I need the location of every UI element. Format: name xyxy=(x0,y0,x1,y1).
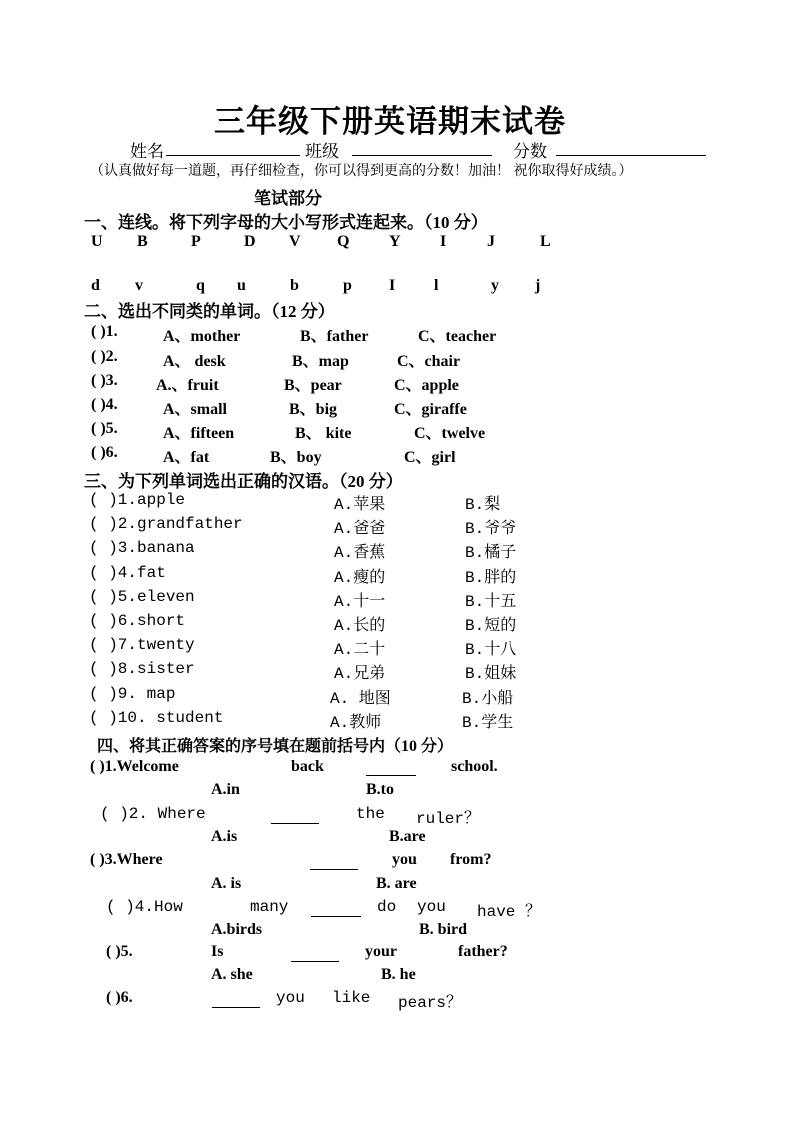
option-a: A.in xyxy=(211,781,240,798)
letter: B xyxy=(137,233,148,250)
instruction-note: （认真做好每一道题，再仔细检查，你可以得到更高的分数！加油！ 祝你取得好成绩。） xyxy=(90,164,633,179)
letter: L xyxy=(540,233,551,250)
option-a: A.兄弟 xyxy=(334,665,386,683)
option-b: B.十八 xyxy=(465,641,517,659)
question-number[interactable]: ( )4.How xyxy=(106,898,183,916)
option-b: B. bird xyxy=(419,921,468,938)
option-b: B. are xyxy=(376,875,417,892)
question-word[interactable]: ( )7.twenty xyxy=(89,636,195,654)
letter: d xyxy=(91,277,100,294)
option-b: B、boy xyxy=(270,449,322,466)
sentence-word: ruler？ xyxy=(416,810,481,828)
letter: Q xyxy=(337,233,350,250)
option-a: A.爸爸 xyxy=(334,520,386,538)
sentence-word: father? xyxy=(458,943,508,960)
question-word[interactable]: ( )3.banana xyxy=(89,539,195,557)
letter: b xyxy=(290,277,299,294)
option-b: B、map xyxy=(292,353,349,370)
section-3-heading: 三、为下列单词选出正确的汉语。（20 分） xyxy=(84,472,403,491)
option-c: C、twelve xyxy=(414,425,486,442)
option-b: B.小船 xyxy=(462,690,514,708)
class-blank[interactable] xyxy=(352,155,492,156)
option-a: A.二十 xyxy=(334,641,386,659)
class-label: 班级 xyxy=(305,142,339,161)
letter: q xyxy=(196,277,205,294)
answer-blank[interactable] xyxy=(311,916,361,917)
part-title: 笔试部分 xyxy=(254,189,322,208)
option-b: B.橘子 xyxy=(465,544,517,562)
question-number[interactable]: ( )6. xyxy=(106,989,133,1006)
question-number[interactable]: ( )1. xyxy=(91,323,118,340)
question-word[interactable]: ( )5.eleven xyxy=(89,588,195,606)
sentence-word: school. xyxy=(451,758,498,775)
option-a: A.苹果 xyxy=(334,496,386,514)
letter: I xyxy=(440,233,447,250)
letter: Y xyxy=(389,233,401,250)
option-a: A.、fruit xyxy=(156,377,219,394)
section-2-heading: 二、选出不同类的单词。（12 分） xyxy=(84,302,335,321)
option-c: C、girl xyxy=(404,449,456,466)
section-4-heading: 四、将其正确答案的序号填在题前括号内（10 分） xyxy=(97,738,454,755)
answer-blank[interactable] xyxy=(212,1007,260,1008)
sentence-word: Is xyxy=(211,943,224,960)
option-a: A.十一 xyxy=(334,593,386,611)
option-b: B.are xyxy=(389,828,426,845)
section-1-heading: 一、连线。将下列字母的大小写形式连起来。（10 分） xyxy=(84,213,488,232)
option-b: B.梨 xyxy=(465,496,501,514)
letter: V xyxy=(289,233,301,250)
sentence-word: you xyxy=(276,989,305,1007)
option-b: B.to xyxy=(366,781,394,798)
letter: y xyxy=(491,277,499,294)
sentence-word: you xyxy=(417,898,446,916)
question-number[interactable]: ( )2. xyxy=(91,348,118,365)
option-a: A.长的 xyxy=(334,617,386,635)
option-a: A. 地图 xyxy=(330,690,391,708)
sentence-word: do xyxy=(377,898,397,916)
letter: D xyxy=(244,233,256,250)
option-a: A.is xyxy=(211,828,238,845)
question-number[interactable]: ( )2. Where xyxy=(100,805,206,823)
option-c: C、teacher xyxy=(418,328,497,345)
option-a: A.教师 xyxy=(330,714,382,732)
sentence-word: you xyxy=(392,851,417,868)
option-b: B.爷爷 xyxy=(465,520,517,538)
option-a: A. is xyxy=(211,875,242,892)
option-b: B、father xyxy=(300,328,369,345)
answer-blank[interactable] xyxy=(366,775,416,776)
answer-blank[interactable] xyxy=(291,961,339,962)
sentence-word: have ？ xyxy=(477,903,542,921)
option-a: A、fifteen xyxy=(163,425,235,442)
letter: p xyxy=(343,277,352,294)
question-word[interactable]: ( )2.grandfather xyxy=(89,515,243,533)
option-b: B.胖的 xyxy=(465,569,517,587)
option-c: C、chair xyxy=(397,353,461,370)
letter: P xyxy=(191,233,201,250)
question-number[interactable]: ( )4. xyxy=(91,396,118,413)
option-b: B. he xyxy=(381,966,416,983)
sentence-word: pears？ xyxy=(398,994,463,1012)
sentence-word: like xyxy=(332,989,371,1007)
score-label: 分数 xyxy=(513,142,547,161)
sentence-word: the xyxy=(356,805,385,823)
name-blank[interactable] xyxy=(166,155,300,156)
option-b: B、big xyxy=(289,401,338,418)
letter: j xyxy=(535,277,541,294)
letter: u xyxy=(237,277,246,294)
option-b: B.十五 xyxy=(465,593,517,611)
page-title: 三年级下册英语期末试卷 xyxy=(214,104,566,139)
letter: U xyxy=(91,233,103,250)
sentence-word: many xyxy=(250,898,289,916)
sentence-word: back xyxy=(291,758,324,775)
name-label: 姓名 xyxy=(130,142,164,161)
question-number[interactable]: ( )5. xyxy=(91,420,118,437)
sentence-word: your xyxy=(365,943,397,960)
question-word[interactable]: ( )8.sister xyxy=(89,660,195,678)
question-word[interactable]: ( )9. map xyxy=(89,685,176,703)
question-number[interactable]: ( )3. xyxy=(91,372,118,389)
option-a: A、mother xyxy=(163,328,241,345)
option-b: B、pear xyxy=(284,377,342,394)
sentence-word: from? xyxy=(450,851,492,868)
option-c: C、apple xyxy=(394,377,459,394)
option-b: B.学生 xyxy=(462,714,514,732)
answer-blank[interactable] xyxy=(310,869,358,870)
option-a: A.瘦的 xyxy=(334,569,386,587)
option-b: B.短的 xyxy=(465,617,517,635)
option-b: B.姐妹 xyxy=(465,665,517,683)
letter: v xyxy=(135,277,143,294)
answer-blank[interactable] xyxy=(271,823,319,824)
question-word[interactable]: ( )10. student xyxy=(89,709,224,727)
option-a: A、 desk xyxy=(163,353,226,370)
question-number[interactable]: ( )1.Welcome xyxy=(90,758,179,775)
option-a: A.birds xyxy=(211,921,263,938)
question-number[interactable]: ( )5. xyxy=(106,943,133,960)
option-a: A、fat xyxy=(163,449,210,466)
question-number[interactable]: ( )6. xyxy=(91,444,118,461)
option-a: A、small xyxy=(163,401,228,418)
question-number[interactable]: ( )3.Where xyxy=(90,851,163,868)
option-a: A.香蕉 xyxy=(334,544,386,562)
question-word[interactable]: ( )6.short xyxy=(89,612,186,630)
option-a: A. she xyxy=(211,966,253,983)
score-blank[interactable] xyxy=(556,155,706,156)
letter: I xyxy=(389,277,396,294)
letter: l xyxy=(434,277,439,294)
letter: J xyxy=(487,233,495,250)
question-word[interactable]: ( )4.fat xyxy=(89,564,166,582)
question-word[interactable]: ( )1.apple xyxy=(89,491,186,509)
option-c: C、giraffe xyxy=(394,401,467,418)
option-b: B、 kite xyxy=(295,425,352,442)
